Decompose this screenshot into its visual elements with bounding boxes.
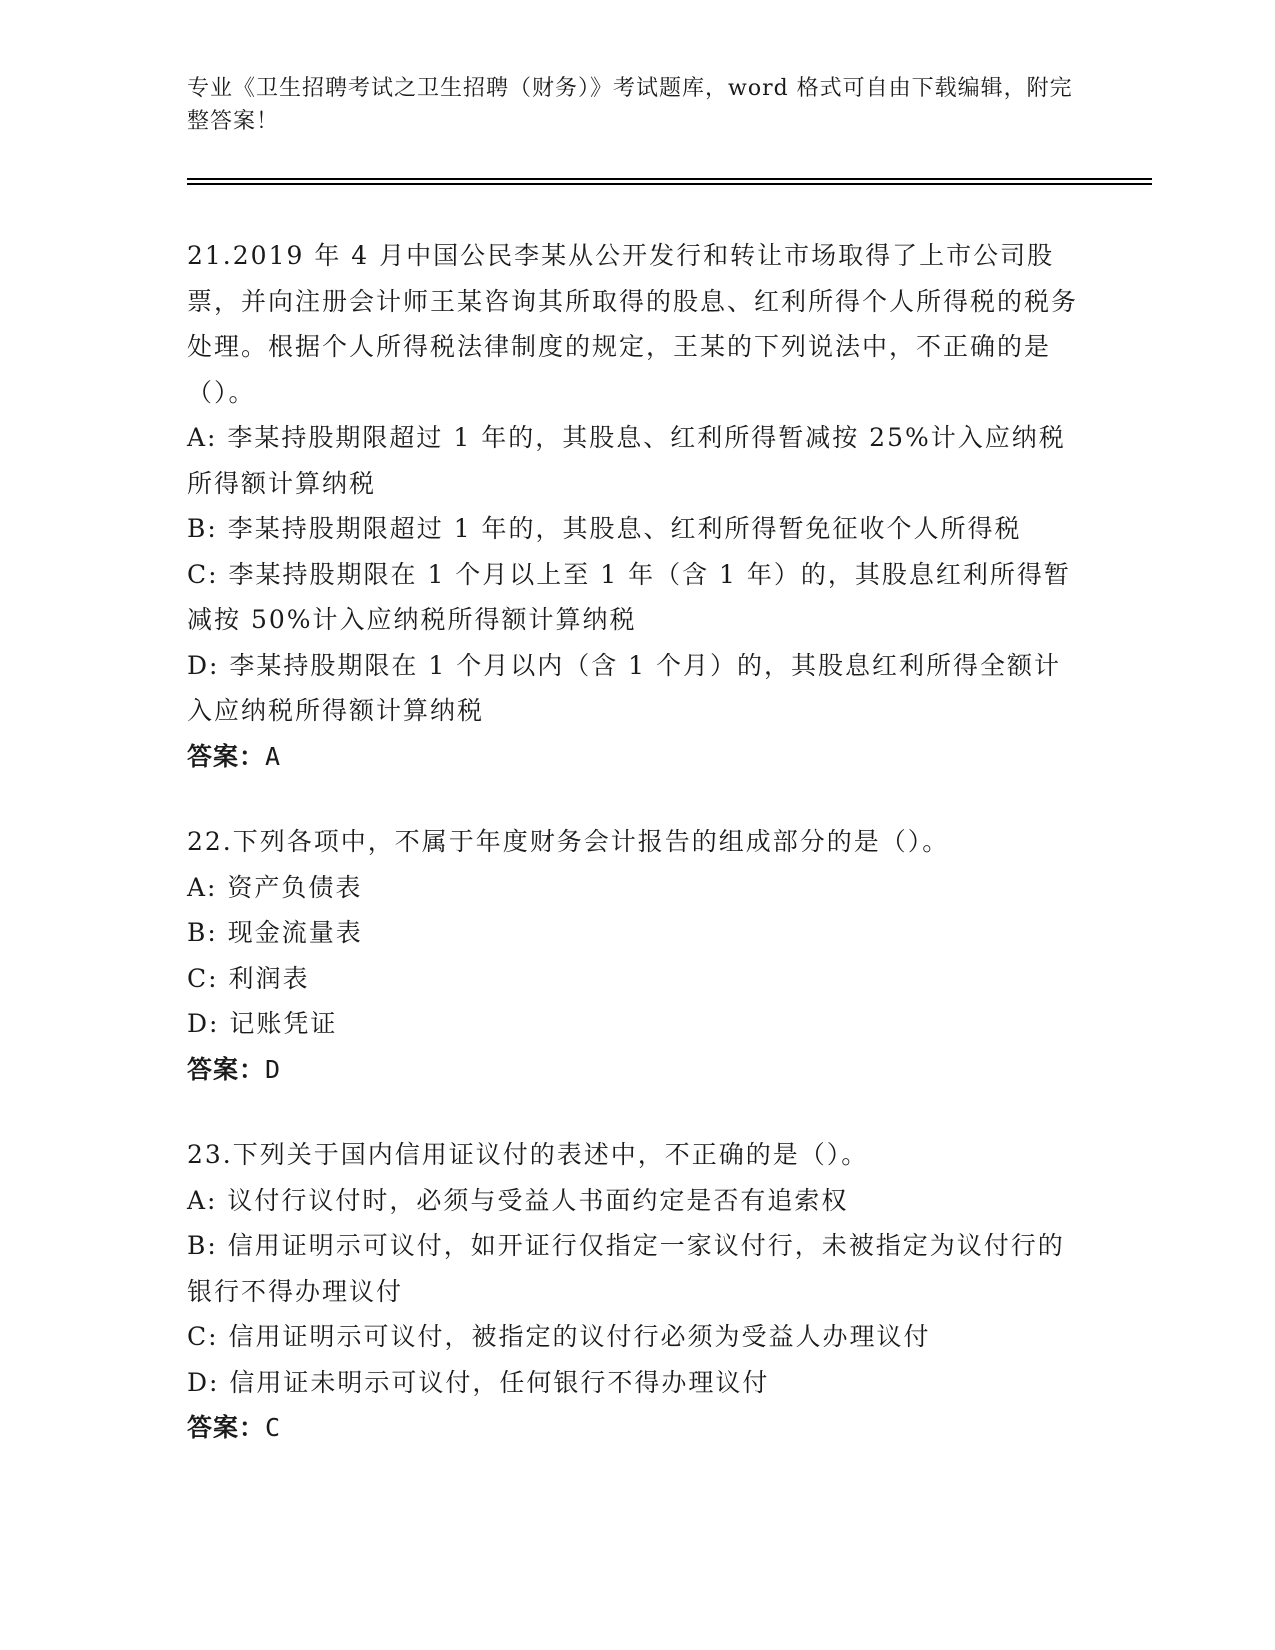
- question-21: [187, 233, 1087, 779]
- option-c: C: 利润表: [187, 963, 310, 993]
- header-divider-bottom: [187, 183, 1152, 185]
- question-23: [187, 1132, 1087, 1451]
- option-b: B: 李某持股期限超过 1 年的，其股息、红利所得暂免征收个人所得税: [187, 514, 1022, 543]
- option-a: A: 议付行议付时，必须与受益人书面约定是否有追索权: [187, 1185, 849, 1215]
- option-c: C: 李某持股期限在 1 个月以上至 1 年（含 1 年）的，其股息红利所得暂减按 50%计入应纳税所得额计算纳税: [187, 559, 1071, 634]
- option-c: C: 信用证明示可议付，被指定的议付行必须为受益人办理议付: [187, 1322, 931, 1351]
- question-stem: 21.2019 年 4 月中国公民李某从公开发行和转让市场取得了上市公司股票，并向注册会计师王某咨询其所取得的股息、红利所得个人所得税的税务处理。根据个人所得税法律制度的规定，王某的下列说法中，不正确的是（）。: [187, 241, 1079, 407]
- question-stem: 23.下列关于国内信用证议付的表述中，不正确的是（）。: [187, 1140, 869, 1169]
- option-d: D: 李某持股期限在 1 个月以内（含 1 个月）的，其股息红利所得全额计入应纳税所得额计算纳税: [187, 650, 1062, 725]
- option-a: A: 资产负债表: [187, 872, 363, 902]
- answer-line: [187, 1047, 1087, 1093]
- answer-value: C: [265, 1413, 282, 1442]
- header-divider-top: [187, 178, 1152, 180]
- answer-line: [187, 1405, 1087, 1451]
- document-header: 专业《卫生招聘考试之卫生招聘（财务）》考试题库，word 格式可自由下载编辑，附完整答案！: [187, 76, 1073, 134]
- option-b: B: 信用证明示可议付，如开证行仅指定一家议付行，未被指定为议付行的银行不得办理议付: [187, 1231, 1065, 1306]
- option-a: A: 李某持股期限超过 1 年的，其股息、红利所得暂减按 25%计入应纳税所得额计算纳税: [187, 423, 1066, 498]
- answer-label: 答案：: [187, 1054, 266, 1084]
- question-list: [187, 233, 1087, 1491]
- answer-label: 答案：: [187, 1413, 266, 1442]
- answer-line: [187, 734, 1087, 780]
- option-d: D: 信用证未明示可议付，任何银行不得办理议付: [187, 1367, 770, 1397]
- answer-value: D: [265, 1054, 282, 1084]
- answer-label: 答案：: [187, 741, 266, 771]
- option-d: D: 记账凭证: [187, 1009, 338, 1038]
- question-22: [187, 819, 1087, 1092]
- option-b: B: 现金流量表: [187, 918, 363, 947]
- answer-value: A: [265, 741, 282, 771]
- question-stem: 22.下列各项中，不属于年度财务会计报告的组成部分的是（）。: [187, 827, 950, 856]
